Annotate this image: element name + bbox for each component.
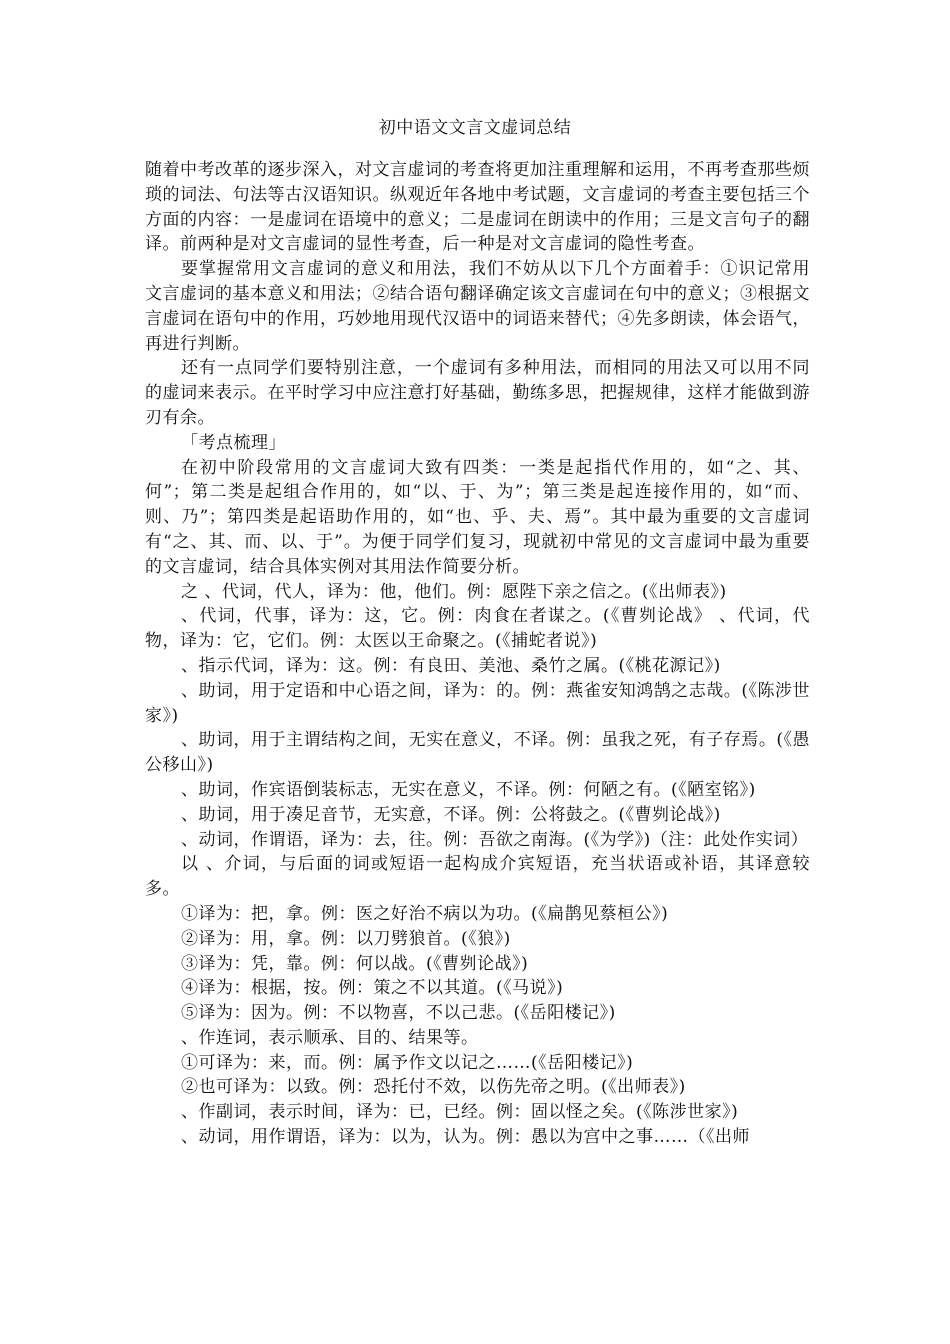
paragraph: ①译为：把，拿。例：医之好治不病以为功。(《扁鹊见蔡桓公》) (181, 903, 669, 924)
paragraph: 还有一点同学们要特别注意，一个虚词有多种用法，而相同的用法又可以用不同的虚词来表示。在平时学习中应注意打好基础，勤练多思，把握规律，这样才能做到游刃有余。 (145, 358, 810, 428)
paragraph: ④译为：根据，按。例：策之不以其道。(《马说》) (181, 978, 564, 999)
paragraph: 「考点梳理」 (181, 432, 286, 453)
paragraph: 、助词，用于主谓结构之间，无实在意义，不译。例：虽我之死，有子存焉。(《愚公移山》) (145, 730, 810, 776)
paragraph: 、动词，作谓语，译为：去，往。例：吾欲之南海。(《为学》)（注：此处作实词） (181, 829, 809, 850)
paragraph: 以 、介词，与后面的词或短语一起构成介宾短语，充当状语或补语，其译意较多。 (145, 854, 810, 900)
paragraph: 、助词，作宾语倒装标志，无实在意义，不译。例：何陋之有。(《陋室铭》) (181, 779, 756, 800)
paragraph: ②也可译为：以致。例：恐托付不效，以伤先帝之明。(《出师表》) (181, 1077, 686, 1098)
paragraph: 、作连词，表示顺承、目的、结果等。 (181, 1027, 479, 1048)
paragraph: 、作副词，表示时间，译为：已，已经。例：固以怪之矣。(《陈涉世家》) (181, 1102, 739, 1123)
paragraph: ③译为：凭，靠。例：何以战。(《曹刿论战》) (181, 953, 529, 974)
paragraph: ①可译为：来，而。例：属予作文以记之……(《岳阳楼记》) (181, 1052, 634, 1073)
paragraph: 、动词，用作谓语，译为：以为，认为。例：愚以为宫中之事……（《出师 (181, 1127, 750, 1148)
paragraph: 在初中阶段常用的文言虚词大致有四类：一类是起指代作用的，如“之、其、何”；第二类是起组合作用的，如“以、于、为”；第三类是起连接作用的，如“而、则、乃”；第四类是起语助作用的，如“也、乎、夫、焉”。其中最为重要的文言虚词有“之、其、而、以、于”。为便于同学们复习，现就初中常见的文言虚词中最为重要的文言虚词，结合具体实例对其用法作简要分析。 (145, 457, 810, 577)
document-title: 初中语文文言文虚词总结 (378, 118, 572, 138)
paragraph: 之 、代词，代人，译为：他，他们。例：愿陛下亲之信之。(《出师表》) (181, 581, 727, 602)
paragraph: 、助词，用于定语和中心语之间，译为：的。例：燕雀安知鸿鹄之志哉。(《陈涉世家》) (145, 680, 810, 726)
paragraph: 、代词，代事，译为：这，它。例：肉食在者谋之。(《曹刿论战》 、代词，代物，译为：它，它们。例：太医以王命聚之。(《捕蛇者说》) (145, 606, 810, 652)
paragraph: 、助词，用于凑足音节，无实意，不译。例：公将鼓之。(《曹刿论战》) (181, 804, 721, 825)
paragraph: 、指示代词，译为：这。例：有良田、美池、桑竹之属。(《桃花源记》) (181, 655, 721, 676)
paragraph: ⑤译为：因为。例：不以物喜，不以己悲。(《岳阳楼记》) (181, 1003, 616, 1024)
paragraph: 随着中考改革的逐步深入，对文言虚词的考查将更加注重理解和运用，不再考查那些烦琐的词法、句法等古汉语知识。纵观近年各地中考试题，文言虚词的考查主要包括三个方面的内容：一是虚词在语境中的意义；二是虚词在朗读中的作用；三是文言句子的翻译。前两种是对文言虚词的显性考查，后一种是对文言虚词的隐性考查。 (145, 160, 810, 255)
paragraph: ②译为：用，拿。例：以刀劈狼首。(《狼》) (181, 928, 511, 949)
document-body (145, 158, 810, 1150)
paragraph: 要掌握常用文言虚词的意义和用法，我们不妨从以下几个方面着手：①识记常用文言虚词的基本意义和用法；②结合语句翻译确定该文言虚词在句中的意义；③根据文言虚词在语句中的作用，巧妙地用现代汉语中的词语来替代；④先多朗读，体会语气，再进行判断。 (145, 259, 810, 354)
